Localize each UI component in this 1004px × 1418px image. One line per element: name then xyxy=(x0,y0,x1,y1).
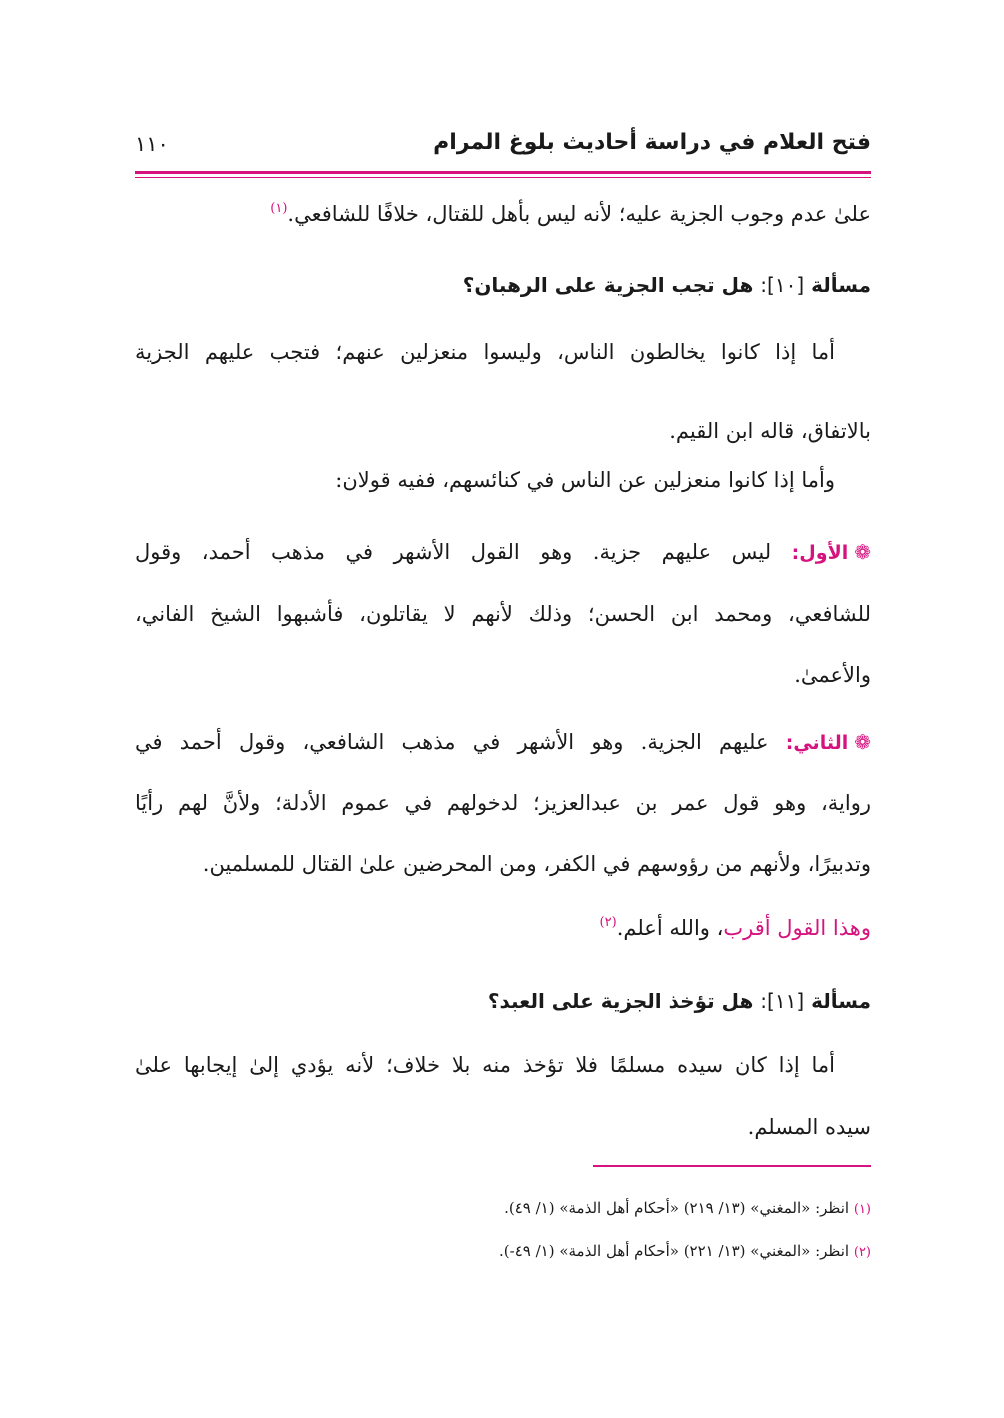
footnote-separator xyxy=(593,1165,871,1167)
flower-icon: ❁ xyxy=(854,540,871,564)
conclusion-rest: ، والله أعلم. xyxy=(616,916,724,940)
question-10-number: [١٠]: xyxy=(760,273,805,297)
question-11-prefix: مسألة xyxy=(811,989,871,1013)
question-11-title: هل تؤخذ الجزية على العبد؟ xyxy=(487,989,754,1013)
footnote-2-number: (٢) xyxy=(853,1245,871,1260)
opinion-first-label: الأول: xyxy=(791,542,849,564)
opinion-first-line-1 xyxy=(135,537,871,568)
paragraph-1-line-2: بالاتفاق، قاله ابن القيم. xyxy=(669,419,871,443)
question-11-heading xyxy=(135,986,871,1016)
paragraph-2-line-1: وأما إذا كانوا منعزلين عن الناس في كنائسهم، ففيه قولان: xyxy=(335,468,835,492)
footnote-1-text: انظر: «المغني» (١٣/ ٢١٩) «أحكام أهل الذمة» (١/ ٤٩). xyxy=(504,1199,850,1217)
opinion-second-line-2: رواية، وهو قول عمر بن عبدالعزيز؛ لدخولهم في عموم الأدلة؛ ولأنَّ لهم رأيًا xyxy=(135,791,871,815)
header-rule-thin xyxy=(135,177,871,178)
opinion-second-label: الثاني: xyxy=(785,732,849,754)
question-10-title: هل تجب الجزية على الرهبان؟ xyxy=(462,273,754,297)
footnote-1-number: (١) xyxy=(853,1202,871,1217)
book-page xyxy=(135,0,871,1418)
question-10-prefix: مسألة xyxy=(811,273,871,297)
header-rule-thick xyxy=(135,171,871,174)
page-number: ١١٠ xyxy=(135,132,169,156)
footnote-2 xyxy=(135,1240,871,1264)
paragraph-3-line-1: أما إذا كان سيده مسلمًا فلا تؤخذ منه بلا خلاف؛ لأنه يؤدي إلىٰ إيجابها علىٰ xyxy=(135,1053,835,1077)
running-header xyxy=(135,128,871,168)
paragraph-1-line-1: أما إذا كانوا يخالطون الناس، وليسوا منعزلين عنهم؛ فتجب عليهم الجزية xyxy=(135,340,835,364)
conclusion-highlight: وهذا القول أقرب xyxy=(723,916,871,940)
footnote-1 xyxy=(135,1197,871,1221)
book-title: فتح العلام في دراسة أحاديث بلوغ المرام xyxy=(433,130,871,155)
intro-text: علىٰ عدم وجوب الجزية عليه؛ لأنه ليس بأهل للقتال، خلافًا للشافعي. xyxy=(287,202,871,226)
question-10-heading xyxy=(135,270,871,300)
opinion-first-line-3: والأعمىٰ. xyxy=(794,663,871,687)
opinion-first-text-1: ليس عليهم جزية. وهو القول الأشهر في مذهب أحمد، وقول xyxy=(135,540,772,564)
footnote-ref-1[interactable]: (١) xyxy=(270,201,288,216)
opinion-first-line-2: للشافعي، ومحمد ابن الحسن؛ وذلك لأنهم لا يقاتلون، فأشبهوا الشيخ الفاني، xyxy=(135,602,871,626)
opinion-second-line-1 xyxy=(135,727,871,758)
intro-line xyxy=(135,194,871,229)
paragraph-3-line-2: سيده المسلم. xyxy=(747,1115,871,1139)
footnote-ref-2[interactable]: (٢) xyxy=(599,915,617,930)
footnote-2-text: انظر: «المغني» (١٣/ ٢٢١) «أحكام أهل الذمة» (١/ ٤٩-). xyxy=(498,1242,850,1260)
conclusion-line xyxy=(135,908,871,943)
opinion-second-text-1: عليهم الجزية. وهو الأشهر في مذهب الشافعي، وقول أحمد في xyxy=(135,730,769,754)
opinion-second-line-3: وتدبيرًا، ولأنهم من رؤوسهم في الكفر، ومن المحرضين علىٰ القتال للمسلمين. xyxy=(202,852,871,876)
question-11-number: [١١]: xyxy=(760,989,805,1013)
flower-icon: ❁ xyxy=(854,730,871,754)
